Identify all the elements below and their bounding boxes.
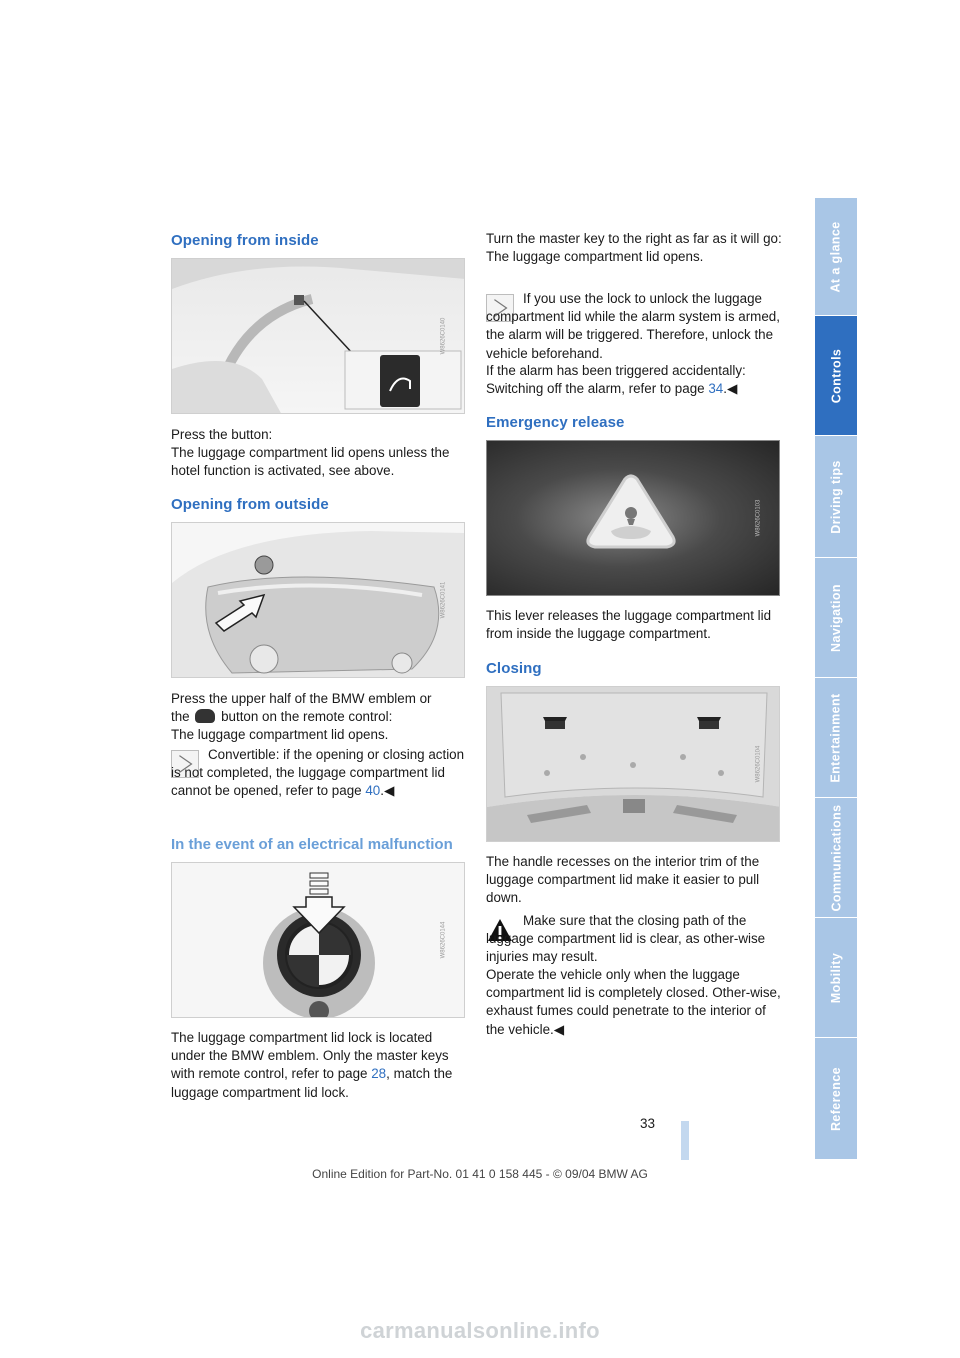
trunk-button-icon [195, 709, 215, 723]
tab-reference[interactable] [815, 1038, 857, 1160]
figure-emergency-release [486, 440, 780, 596]
release-lever-illustration [487, 441, 780, 596]
text-before-icon: the [171, 709, 190, 725]
tab-label: Driving tips [829, 459, 843, 534]
closing-text: The handle recesses on the interior trim of the luggage compartment lid make it easier to pull down. [486, 854, 760, 906]
text-after-icon: button on the remote control: [221, 709, 393, 725]
tab-label: Navigation [829, 583, 843, 652]
page-link[interactable]: 34 [708, 381, 724, 397]
page-link[interactable]: 40 [365, 783, 381, 799]
note-text: If the alarm has been triggered accidentally: Switching off the alarm, refer to page [486, 363, 746, 397]
tab-label: Mobility [829, 952, 844, 1003]
text-after: , match the luggage compartment lid lock. [171, 1066, 453, 1100]
figure-code: W8626C0141 [440, 581, 447, 619]
warning-note-continued: Operate the vehicle only when the luggage compartment lid is completely closed. Other-wise, exhaust fumes could penetrate to the interior of the vehicle.◀ [486, 967, 781, 1037]
electrical-malfunction-text [171, 1029, 467, 1102]
emblem-illustration [172, 863, 465, 1018]
page-link[interactable]: 28 [371, 1066, 387, 1082]
tab-mobility[interactable] [815, 918, 857, 1038]
chapter-tabs [815, 198, 857, 1160]
tab-label: Reference [829, 1066, 843, 1131]
tab-communications[interactable] [815, 798, 857, 918]
heading-opening-inside: Opening from inside [171, 232, 319, 249]
text-line: The luggage compartment lid opens. [486, 249, 704, 265]
tab-navigation[interactable] [815, 558, 857, 678]
text-line: Press the button: [171, 427, 273, 442]
figure-code: W8626C0103 [755, 499, 762, 537]
alarm-note-continued [486, 362, 782, 398]
emergency-release-text: This lever releases the luggage compartment lid from inside the luggage compartment. [486, 608, 772, 642]
heading-opening-outside: Opening from outside [171, 496, 329, 513]
page-marker-bar [681, 1121, 689, 1160]
tab-entertainment[interactable] [815, 678, 857, 798]
alarm-note [486, 290, 782, 363]
text-line: Turn the master key to the right as far as it will go: [486, 231, 782, 246]
footer-text: Online Edition for Part-No. 01 41 0 158 445 - © 09/04 BMW AG [312, 1167, 648, 1181]
tab-label: Communications [829, 804, 843, 911]
tab-at-a-glance[interactable] [815, 198, 857, 316]
tab-controls[interactable] [815, 316, 857, 436]
master-key-text [486, 230, 782, 266]
trunk-lid-interior-illustration [487, 687, 780, 842]
dashboard-illustration [172, 259, 465, 414]
note-end: .◀ [380, 783, 395, 799]
watermark: carmanualsonline.info [360, 1318, 600, 1343]
opening-outside-text [171, 690, 467, 745]
note-text: If you use the lock to unlock the luggage compartment lid while the alarm system is armed, the alarm will be triggered. Therefore, unlock the vehicle beforehand. [486, 291, 780, 361]
figure-code: W8626C0140 [440, 317, 447, 355]
tab-label: Entertainment [829, 692, 843, 783]
text-line: The luggage compartment lid opens unless the hotel function is activated, see above. [171, 445, 450, 479]
page-number: 33 [640, 1116, 656, 1131]
figure-code: W8626C0144 [440, 921, 447, 959]
heading-closing: Closing [486, 660, 542, 677]
text-before: The luggage compartment lid lock is located under the BMW emblem. Only the master keys with remote control, refer to page [171, 1030, 449, 1082]
warning-text: Make sure that the closing path of the luggage compartment lid is clear, as other-wise injuries may result. [486, 913, 766, 965]
trunk-illustration [172, 523, 465, 678]
tab-label: At a glance [829, 220, 843, 293]
opening-inside-text [171, 426, 467, 481]
text-line: Press the upper half of the BMW emblem or [171, 691, 432, 706]
convertible-note [171, 746, 467, 801]
note-text: Convertible: if the opening or closing action is not completed, the luggage compartment lid cannot be opened, refer to page [171, 747, 465, 799]
tab-label: Controls [829, 348, 843, 403]
heading-emergency-release: Emergency release [486, 414, 625, 431]
text-line: The luggage compartment lid opens. [171, 727, 389, 743]
warning-note [486, 912, 782, 967]
figure-code: W8626C0104 [755, 745, 762, 783]
figure-electrical-malfunction [171, 862, 465, 1018]
figure-closing [486, 686, 780, 842]
figure-opening-outside [171, 522, 465, 678]
tab-driving-tips[interactable] [815, 436, 857, 558]
note-end: .◀ [723, 381, 738, 397]
figure-opening-inside [171, 258, 465, 414]
heading-electrical-malfunction: In the event of an electrical malfunction [171, 836, 453, 853]
text-line [171, 708, 467, 726]
